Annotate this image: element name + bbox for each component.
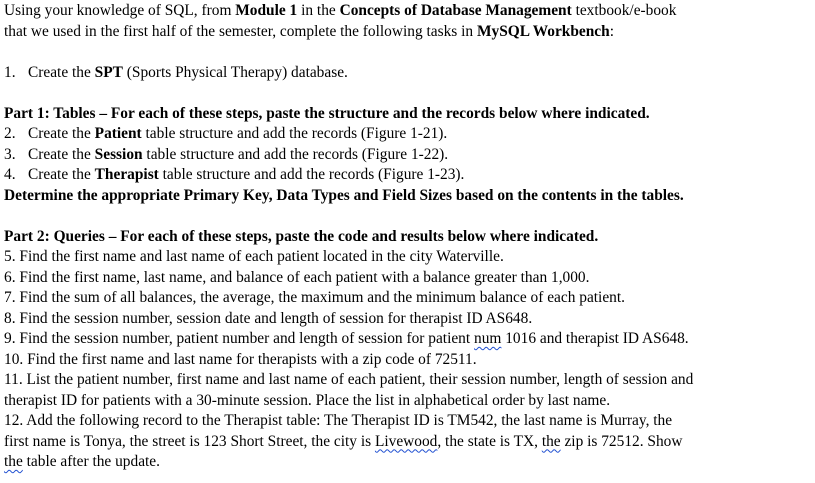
part2-heading: Part 2: Queries – For each of these steps, paste the code and results below where indicated. (4, 227, 599, 245)
step-number: 2. (4, 125, 16, 142)
spellcheck-word: the (541, 432, 561, 450)
query-10: 10. Find the first name and last name for therapists with a zip code of 72511. (4, 350, 477, 368)
query-text: zip is 72512. Show (560, 432, 683, 450)
table-name: Therapist (94, 166, 159, 183)
query-12-line-2 (4, 432, 811, 453)
query-12-line-3 (4, 452, 811, 473)
database-name: SPT (94, 63, 123, 81)
query-text: first name is Tonya, the street is 123 Short Street, the city is (4, 432, 375, 450)
step-4 (4, 165, 811, 186)
query-11-line-2: therapist ID for patients with a 30-minute session. Place the list in alphabetical order by last name. (4, 391, 611, 409)
step-text: table structure and add the records (Figure 1-21). (141, 125, 448, 142)
query-7: 7. Find the sum of all balances, the average, the maximum and the minimum balance of each patient. (4, 289, 625, 306)
textbook-name: Concepts of Database Management (339, 2, 572, 19)
intro-line-1 (4, 1, 811, 22)
query-text: , the state is TX, (437, 432, 542, 450)
step-text: table structure and add the records (Figure 1-23). (158, 166, 465, 183)
module-name: Module 1 (235, 2, 298, 19)
query-12-line-1: 12. Add the following record to the Therapist table: The Therapist ID is TM542, the last name is Murray, the (4, 412, 673, 429)
step-text: Create the (28, 145, 95, 163)
intro-text: : (609, 22, 614, 40)
intro-text: Using your knowledge of SQL, from (4, 2, 236, 19)
query-text: 9. Find the session number, patient number and length of session for patient (4, 330, 475, 347)
query-5: 5. Find the first name and last name of each patient located in the city Waterville. (4, 248, 504, 265)
query-text: table after the update. (22, 453, 160, 470)
step-2 (4, 124, 811, 145)
intro-text: that we used in the first half of the semester, complete the following tasks in (4, 22, 477, 40)
query-11-line-1: 11. List the patient number, first name and last name of each patient, their session number, length of session and (4, 371, 694, 388)
query-6: 6. Find the first name, last name, and balance of each patient with a balance greater than 1,000. (4, 268, 590, 286)
step-text: (Sports Physical Therapy) database. (122, 63, 348, 81)
step-3 (4, 145, 811, 166)
query-9 (4, 329, 811, 350)
step-number: 4. (4, 166, 16, 183)
intro-text: textbook/e-book (571, 2, 677, 19)
spellcheck-word: Livewood (374, 432, 438, 450)
spellcheck-word: the (4, 453, 23, 470)
intro-text: in the (297, 2, 340, 19)
step-text: Create the (28, 166, 95, 183)
part1-heading: Part 1: Tables – For each of these steps, paste the structure and the records below where indicated. (4, 104, 650, 122)
query-8: 8. Find the session number, session date and length of session for therapist ID AS648. (4, 309, 533, 327)
spellcheck-word: num (474, 330, 502, 347)
table-name: Session (94, 145, 143, 163)
step-1 (4, 63, 811, 84)
table-name: Patient (94, 125, 142, 142)
tool-name: MySQL Workbench (476, 22, 610, 40)
step-text: Create the (28, 63, 95, 81)
step-text: Create the (28, 125, 95, 142)
step-text: table structure and add the records (Figure 1-22). (142, 145, 449, 163)
intro-line-2 (4, 22, 811, 43)
query-text: 1016 and therapist ID AS648. (501, 330, 689, 347)
step-number: 1. (4, 63, 16, 81)
step-number: 3. (4, 145, 16, 163)
part1-note: Determine the appropriate Primary Key, Data Types and Field Sizes based on the contents in the tables. (4, 186, 684, 204)
